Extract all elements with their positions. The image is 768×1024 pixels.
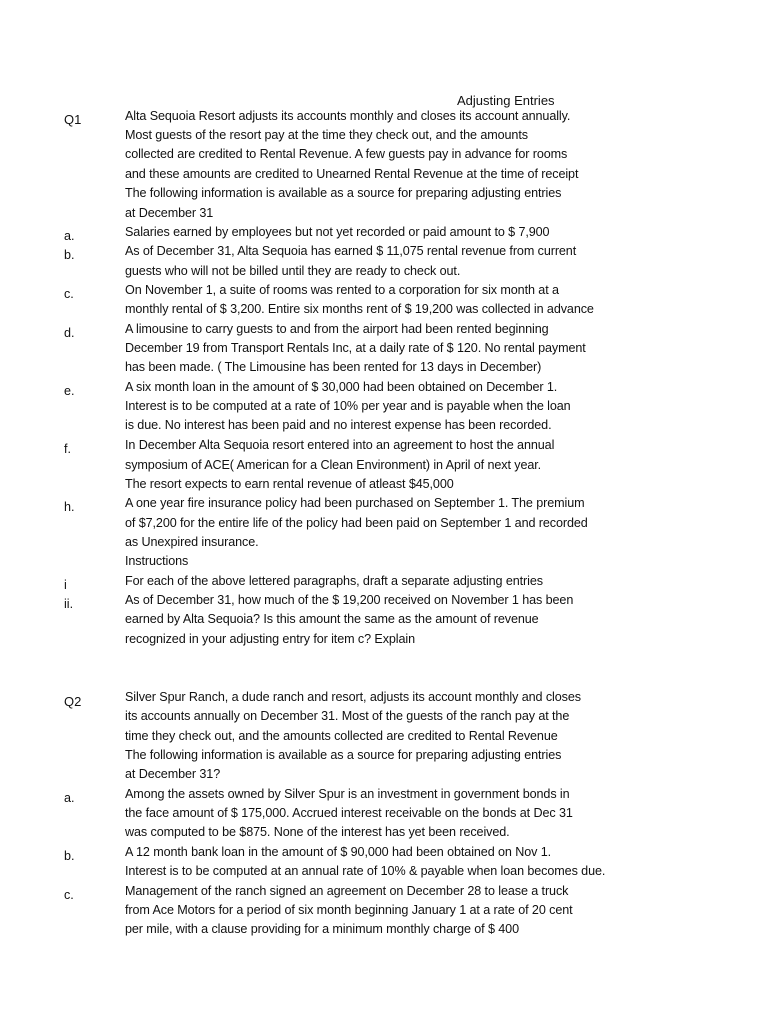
q2-intro-line: The following information is available as a source for preparing adjusting entries bbox=[125, 748, 562, 762]
q1-intro-line: Alta Sequoia Resort adjusts its accounts monthly and closes its account annually. bbox=[125, 109, 571, 123]
q2-item-c-line: Management of the ranch signed an agreement on December 28 to lease a truck bbox=[125, 884, 569, 898]
q1-item-b-line: As of December 31, Alta Sequoia has earned $ 11,075 rental revenue from current bbox=[125, 244, 577, 258]
instruction-i-line: For each of the above lettered paragraphs, draft a separate adjusting entries bbox=[125, 574, 543, 588]
q1-item-e-line: is due. No interest has been paid and no interest expense has been recorded. bbox=[125, 418, 552, 432]
q2-item-c-line: per mile, with a clause providing for a minimum monthly charge of $ 400 bbox=[125, 922, 519, 936]
item-marker-b: b. bbox=[64, 248, 75, 262]
document-title: Adjusting Entries bbox=[457, 93, 555, 108]
q1-item-d-line: has been made. ( The Limousine has been rented for 13 days in December) bbox=[125, 360, 542, 374]
instruction-marker-i: i bbox=[64, 578, 67, 592]
q1-intro-line: at December 31 bbox=[125, 206, 214, 220]
item-marker-f: f. bbox=[64, 442, 71, 456]
q2-intro-line: at December 31? bbox=[125, 767, 221, 781]
q1-intro-line: The following information is available as a source for preparing adjusting entries bbox=[125, 186, 562, 200]
question-label-q2: Q2 bbox=[64, 694, 82, 709]
q1-item-a-line: Salaries earned by employees but not yet recorded or paid amount to $ 7,900 bbox=[125, 225, 550, 239]
q2-item-marker-b: b. bbox=[64, 849, 75, 863]
q2-intro-line: time they check out, and the amounts collected are credited to Rental Revenue bbox=[125, 729, 558, 743]
q2-intro-line: its accounts annually on December 31. Most of the guests of the ranch pay at the bbox=[125, 709, 570, 723]
q1-item-c-line: monthly rental of $ 3,200. Entire six months rent of $ 19,200 was collected in advance bbox=[125, 302, 594, 316]
instruction-ii-line: As of December 31, how much of the $ 19,200 received on November 1 has been bbox=[125, 593, 574, 607]
instructions-heading: Instructions bbox=[125, 554, 189, 568]
q2-intro-line: Silver Spur Ranch, a dude ranch and resort, adjusts its account monthly and closes bbox=[125, 690, 581, 704]
q1-item-e-line: Interest is to be computed at a rate of 10% per year and is payable when the loan bbox=[125, 399, 571, 413]
q2-item-a-line: was computed to be $875. None of the interest has yet been received. bbox=[125, 825, 510, 839]
instruction-marker-ii: ii. bbox=[64, 597, 74, 611]
q1-item-e-line: A six month loan in the amount of $ 30,000 had been obtained on December 1. bbox=[125, 380, 558, 394]
q1-intro-line: collected are credited to Rental Revenue. A few guests pay in advance for rooms bbox=[125, 147, 568, 161]
q1-item-f-line: In December Alta Sequoia resort entered into an agreement to host the annual bbox=[125, 438, 555, 452]
q2-item-marker-c: c. bbox=[64, 888, 74, 902]
q2-item-a-line: Among the assets owned by Silver Spur is an investment in government bonds in bbox=[125, 787, 570, 801]
q1-item-c-line: On November 1, a suite of rooms was rented to a corporation for six month at a bbox=[125, 283, 559, 297]
q1-intro-line: and these amounts are credited to Unearned Rental Revenue at the time of receipt bbox=[125, 167, 579, 181]
instruction-ii-line: earned by Alta Sequoia? Is this amount the same as the amount of revenue bbox=[125, 612, 539, 626]
q2-item-c-line: from Ace Motors for a period of six month beginning January 1 at a rate of 20 cent bbox=[125, 903, 573, 917]
q2-item-a-line: the face amount of $ 175,000. Accrued interest receivable on the bonds at Dec 31 bbox=[125, 806, 573, 820]
item-marker-c: c. bbox=[64, 287, 74, 301]
q1-item-h-line: of $7,200 for the entire life of the policy had been paid on September 1 and recorded bbox=[125, 516, 588, 530]
q1-intro-line: Most guests of the resort pay at the time they check out, and the amounts bbox=[125, 128, 528, 142]
q1-item-b-line: guests who will not be billed until they are ready to check out. bbox=[125, 264, 461, 278]
item-marker-a: a. bbox=[64, 229, 75, 243]
q2-item-b-line: A 12 month bank loan in the amount of $ 90,000 had been obtained on Nov 1. bbox=[125, 845, 552, 859]
q1-item-f-line: The resort expects to earn rental revenue of atleast $45,000 bbox=[125, 477, 454, 491]
instruction-ii-line: recognized in your adjusting entry for item c? Explain bbox=[125, 632, 416, 646]
q2-item-b-line: Interest is to be computed at an annual rate of 10% & payable when loan becomes due. bbox=[125, 864, 606, 878]
q2-item-marker-a: a. bbox=[64, 791, 75, 805]
item-marker-h: h. bbox=[64, 500, 75, 514]
q1-item-d-line: A limousine to carry guests to and from the airport had been rented beginning bbox=[125, 322, 549, 336]
item-marker-d: d. bbox=[64, 326, 75, 340]
q1-item-h-line: A one year fire insurance policy had been purchased on September 1. The premium bbox=[125, 496, 585, 510]
question-label-q1: Q1 bbox=[64, 112, 82, 127]
q1-item-f-line: symposium of ACE( American for a Clean Environment) in April of next year. bbox=[125, 458, 542, 472]
q1-item-h-line: as Unexpired insurance. bbox=[125, 535, 259, 549]
q1-item-d-line: December 19 from Transport Rentals Inc, at a daily rate of $ 120. No rental payment bbox=[125, 341, 586, 355]
item-marker-e: e. bbox=[64, 384, 75, 398]
